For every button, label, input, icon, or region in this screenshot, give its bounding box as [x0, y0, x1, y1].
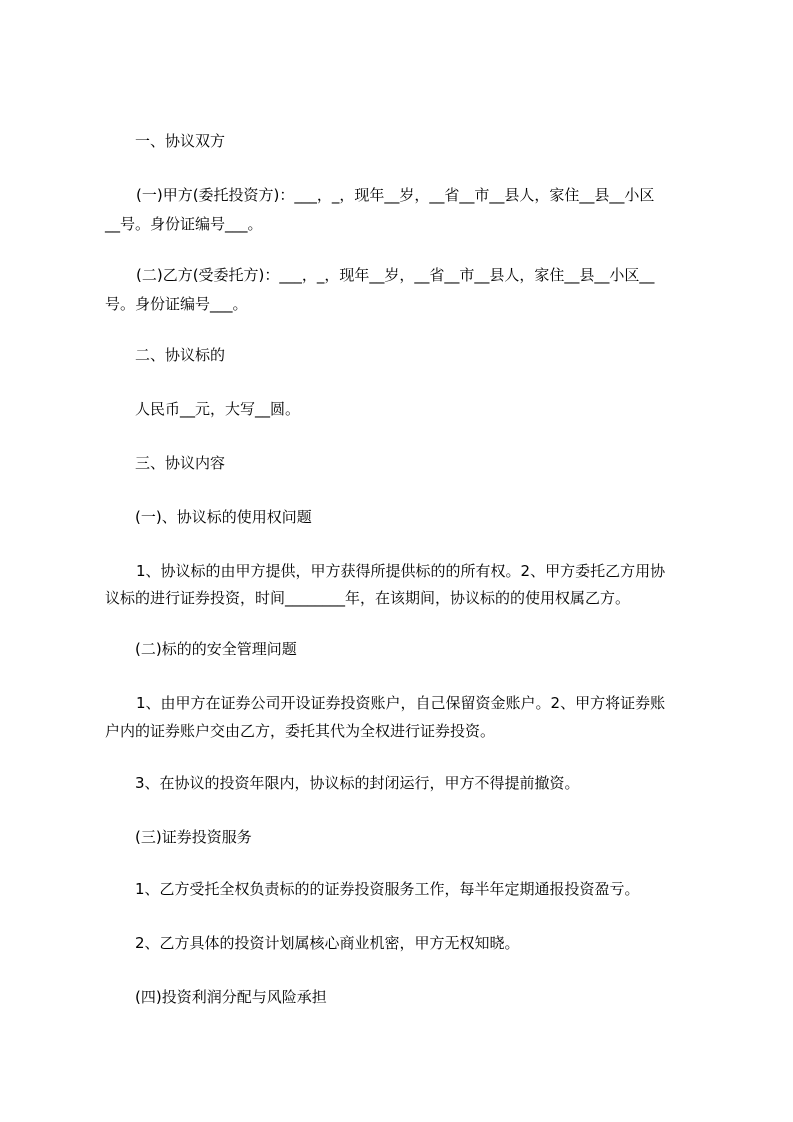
- party-b-line-1: (二)乙方(受委托方)：___，_，现年__岁，__省__市__县人，家住__县__小区__: [136, 266, 655, 284]
- subject-amount: 人民币__元，大写__圆。: [135, 400, 301, 418]
- security-line-1: 1、由甲方在证券公司开设证券投资账户，自己保留资金账户。2、甲方将证券账: [136, 694, 666, 712]
- service-line-1: 1、乙方受托全权负责标的的证券投资服务工作，每半年定期通报投资盈亏。: [135, 880, 640, 898]
- party-b-line-2: 号。身份证编号___。: [105, 295, 248, 313]
- security-line-3: 3、在协议的投资年限内，协议标的封闭运行，甲方不得提前撤资。: [135, 774, 580, 792]
- section-heading-subject: 二、协议标的: [135, 346, 226, 364]
- section-heading-parties: 一、协议双方: [135, 132, 226, 150]
- subsection-security: (二)标的的安全管理问题: [135, 640, 297, 658]
- subsection-investment-service: (三)证券投资服务: [135, 828, 252, 846]
- party-a-line-1: (一)甲方(委托投资方)：___，_，现年__岁，__省__市__县人，家住__县__小区: [136, 186, 655, 204]
- section-heading-content: 三、协议内容: [135, 454, 226, 472]
- subsection-usage-rights: (一)、协议标的使用权问题: [135, 508, 312, 526]
- security-line-2: 户内的证券账户交由乙方，委托其代为全权进行证券投资。: [105, 722, 496, 740]
- service-line-2: 2、乙方具体的投资计划属核心商业机密，甲方无权知晓。: [135, 934, 520, 952]
- party-a-line-2: __号。身份证编号___。: [105, 215, 263, 233]
- usage-rights-line-2: 议标的进行证券投资，时间________年，在该期间，协议标的的使用权属乙方。: [105, 589, 631, 607]
- usage-rights-line-1: 1、协议标的由甲方提供，甲方获得所提供标的的所有权。2、甲方委托乙方用协: [136, 562, 666, 580]
- subsection-profit-risk: (四)投资利润分配与风险承担: [135, 988, 327, 1006]
